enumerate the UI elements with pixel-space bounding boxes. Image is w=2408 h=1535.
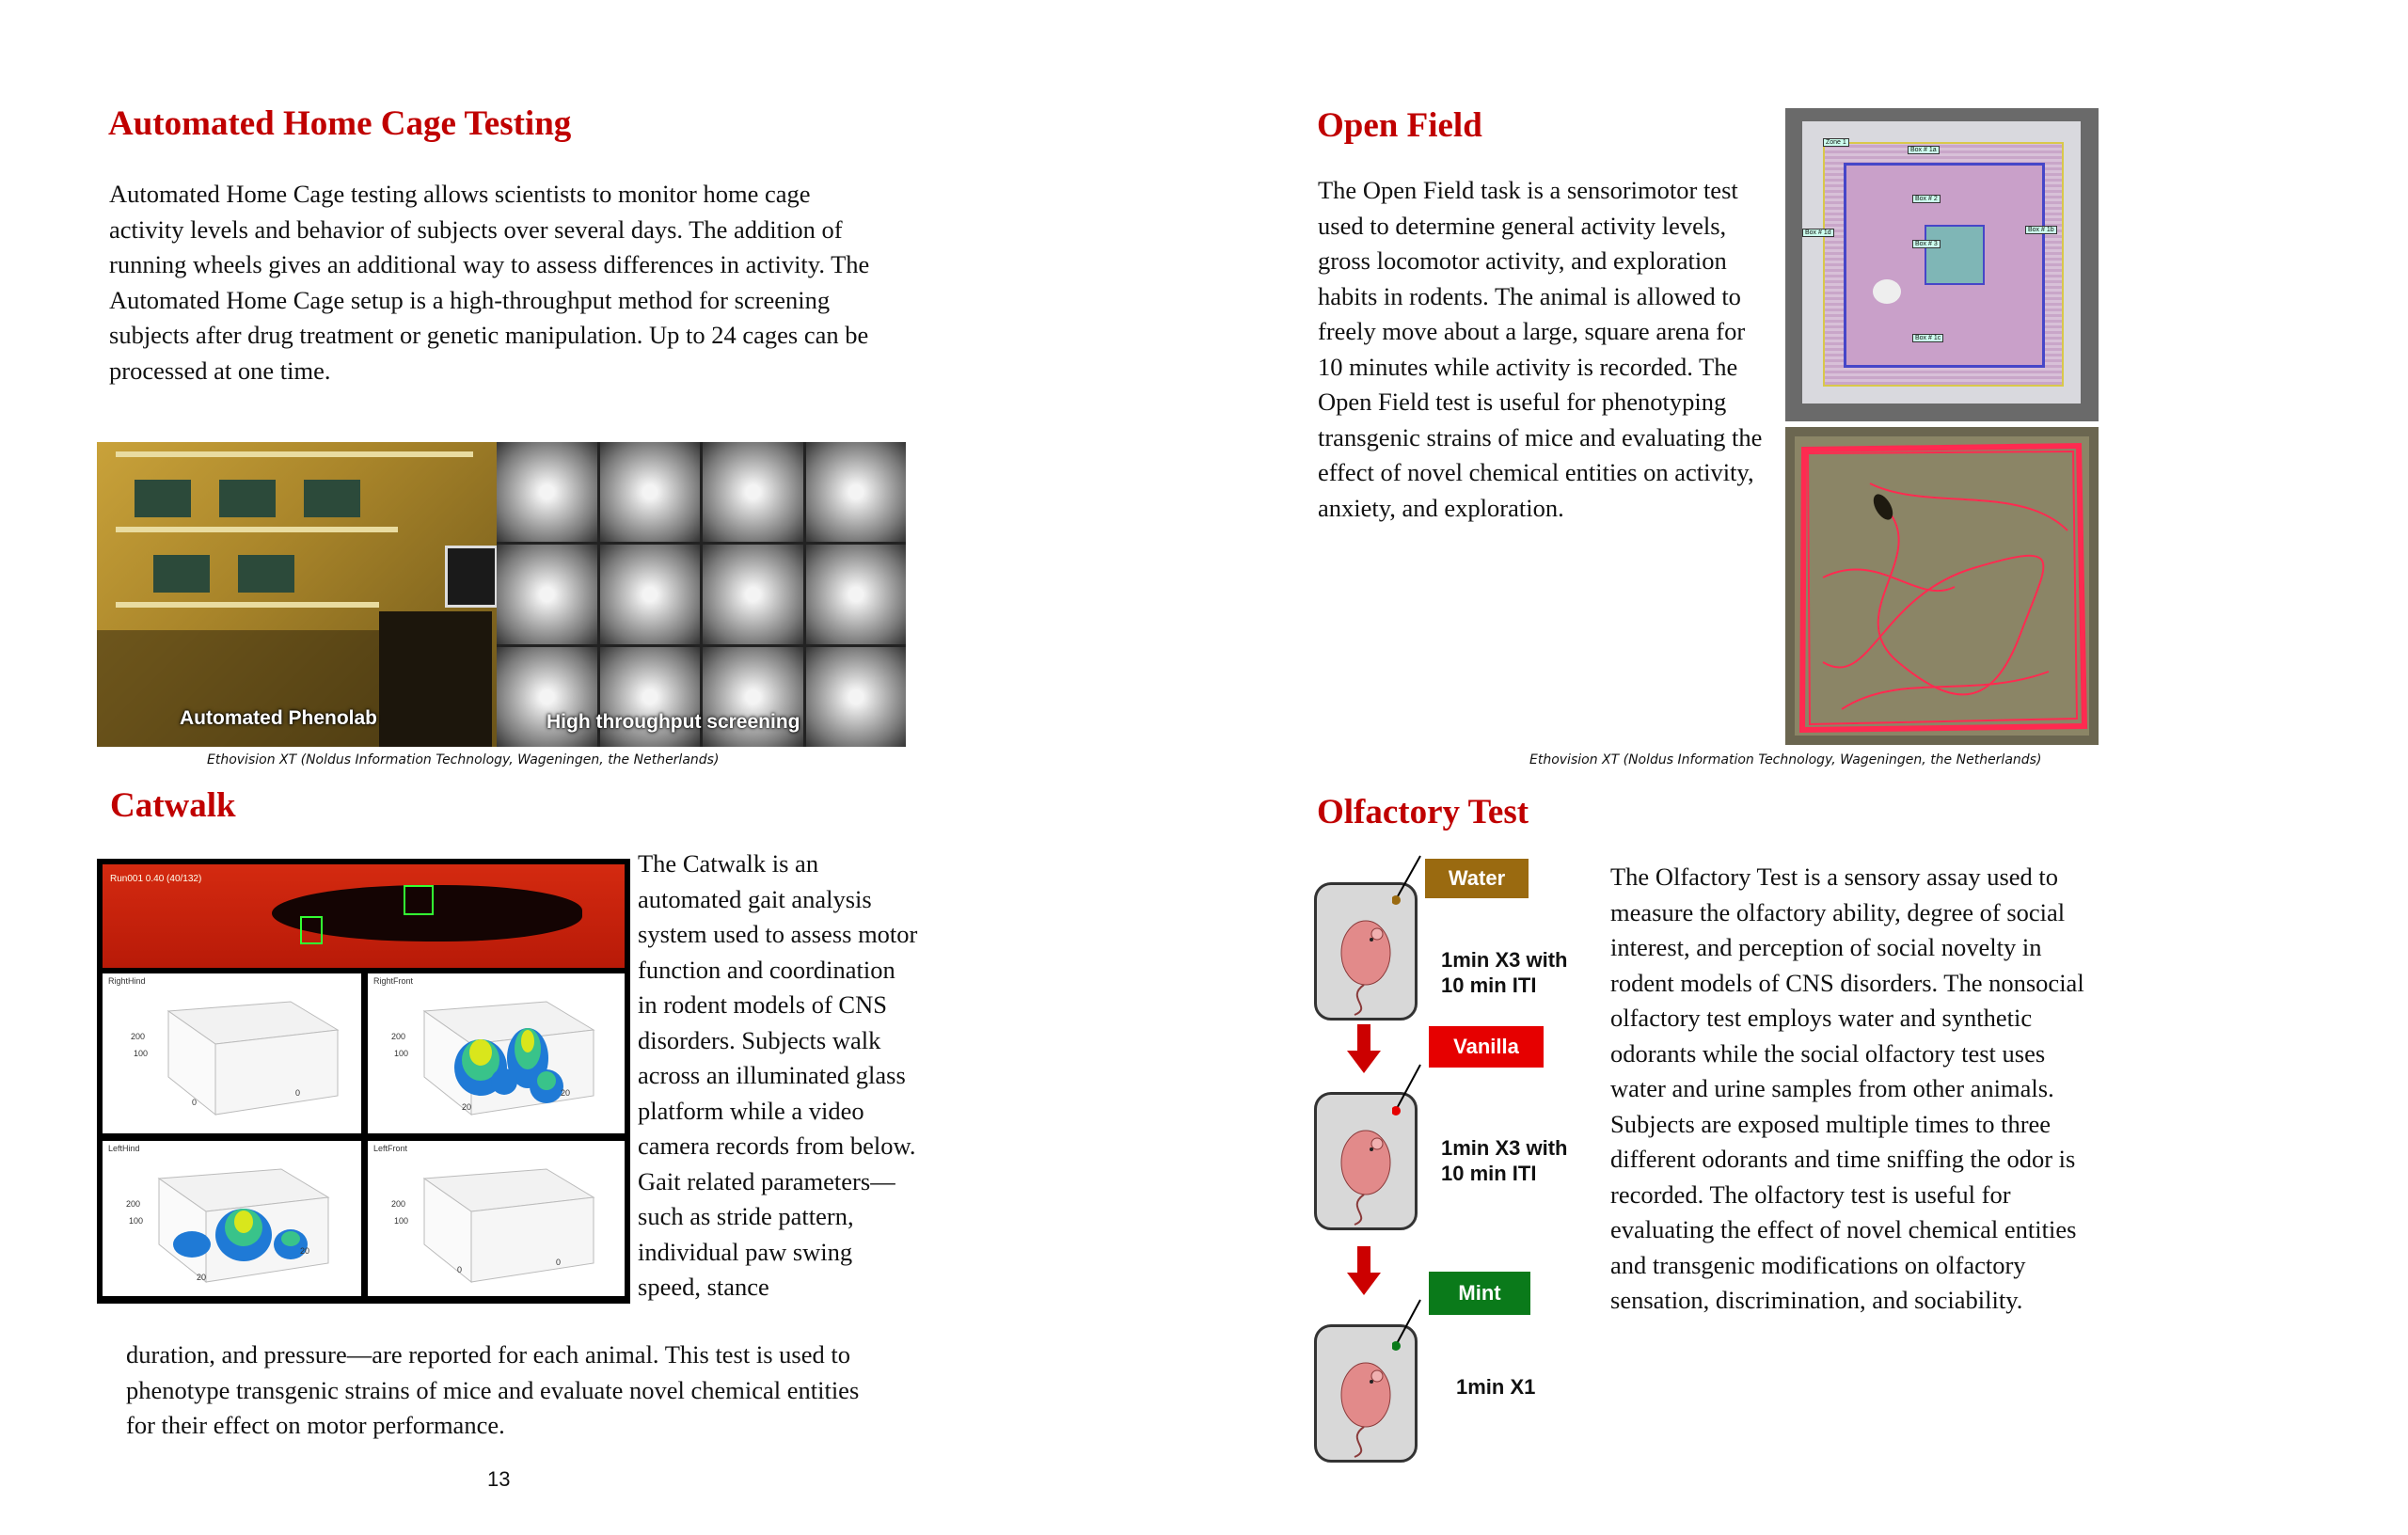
catwalk-paragraph-bottom: duration, and pressure—are reported for each animal. This test is used to phenotype transgenic strains of mice and evaluate novel chemical entities for their effect on motor performance.	[126, 1340, 860, 1439]
arrow-down-icon	[1345, 1246, 1383, 1297]
svg-text:200: 200	[391, 1199, 406, 1209]
open-field-arena-zones: Zone 1 Box # 1a Box # 2 Box # 1d Box # 3 Box # 1b Box # 1c	[1785, 108, 2099, 421]
olfactory-paragraph: The Olfactory Test is a sensory assay used to measure the olfactory ability, degree of social interest, and perception of social novelty in rodent models of CNS disorders. The nonsocial olfactory test employs water and synthetic odorants while the social olfactory test uses water and urine samples from other animals. Subjects are exposed multiple times to three different odorants and time sniffing the odor is recorded. The olfactory test is useful for evaluating the effect of novel chemical entities and transgenic modifications on olfactory sensation, discrimination, and sociability.	[1610, 862, 2084, 1314]
gait-plot-left-hind	[103, 1141, 361, 1296]
trial-text-water: 1min X3 with	[1441, 948, 1568, 972]
panel-left-front: LeftFront 200 100 0 0	[368, 1141, 625, 1296]
svg-text:20: 20	[561, 1088, 571, 1098]
svg-text:100: 100	[134, 1049, 149, 1058]
gait-plot-left-front	[368, 1141, 625, 1296]
odor-tag-mint: Mint	[1429, 1272, 1530, 1315]
home-cage-heading: Automated Home Cage Testing	[108, 104, 572, 143]
odor-tag-water: Water	[1425, 859, 1529, 898]
catwalk-heading: Catwalk	[110, 786, 236, 825]
svg-text:20: 20	[197, 1273, 207, 1282]
photo-label-screening: High throughput screening	[547, 711, 800, 733]
svg-text:20: 20	[300, 1246, 310, 1256]
svg-text:200: 200	[391, 1032, 406, 1041]
open-field-paragraph: The Open Field task is a sensorimotor test used to determine general activity levels, gross locomotor activity, and exploration habits in rodents. The animal is allowed to freely move about a large, square arena for 10 minutes while activity is recorded. The Open Field test is useful for phenotyping transgenic strains of mice and evaluating the effect of novel chemical entities on activity, anxiety, and exploration.	[1318, 176, 1763, 522]
lab-photo	[97, 442, 497, 747]
home-cage-caption: Ethovision XT (Noldus Information Technology, Wageningen, the Netherlands)	[207, 752, 720, 768]
svg-text:100: 100	[394, 1216, 409, 1226]
page-number: 13	[487, 1467, 511, 1491]
cage-grid	[497, 442, 906, 747]
svg-text:100: 100	[394, 1049, 409, 1058]
trial-text-vanilla-iti: 10 min ITI	[1441, 1162, 1537, 1185]
open-field-heading: Open Field	[1317, 106, 1482, 145]
photo-label-phenolab: Automated Phenolab	[180, 707, 378, 729]
svg-text:100: 100	[129, 1216, 144, 1226]
svg-text:0: 0	[556, 1258, 562, 1267]
svg-text:20: 20	[462, 1102, 472, 1112]
panel-left-hind: LeftHind 200 100 20 20	[103, 1141, 361, 1296]
gait-plot-right-hind	[103, 973, 361, 1133]
catwalk-paragraph-side: The Catwalk is an automated gait analysis system used to assess motor function and coordination in rodent models of CNS disorders. Subjects walk across an illuminated glass platform while a video camera records from below. Gait related parameters—such as stride pattern, individual paw swing speed, stance	[638, 849, 918, 1301]
trial-text-water-iti: 10 min ITI	[1441, 973, 1537, 997]
panel-right-hind: RightHind 200 100 0 0	[103, 973, 361, 1133]
svg-text:200: 200	[131, 1032, 146, 1041]
olfactory-diagram	[1312, 851, 1594, 1463]
catwalk-video	[103, 864, 625, 968]
arrow-down-icon	[1345, 1024, 1383, 1075]
gait-plot-right-front	[368, 973, 625, 1133]
svg-text:0: 0	[192, 1098, 198, 1107]
svg-text:0: 0	[295, 1088, 301, 1098]
panel-right-front: RightFront 200 100 20 20	[368, 973, 625, 1133]
catwalk-run-label: Run001 0.40 (40/132)	[110, 874, 202, 884]
track-plot	[1785, 427, 2099, 745]
home-cage-paragraph: Automated Home Cage testing allows scientists to monitor home cage activity levels and behavior of subjects over several days. The addition of running wheels gives an additional way to assess differences in activity. The Automated Home Cage setup is a high-throughput method for screening subjects after drug treatment or genetic manipulation. Up to 24 cages can be processed at one time.	[109, 180, 870, 385]
svg-text:0: 0	[457, 1265, 463, 1274]
home-cage-photo	[97, 442, 906, 747]
open-field-caption: Ethovision XT (Noldus Information Technology, Wageningen, the Netherlands)	[1529, 752, 2042, 768]
olfactory-heading: Olfactory Test	[1317, 793, 1529, 831]
trial-text-vanilla: 1min X3 with	[1441, 1136, 1568, 1160]
trial-text-mint: 1min X1	[1456, 1375, 1536, 1399]
svg-text:200: 200	[126, 1199, 141, 1209]
open-field-track	[1785, 427, 2099, 745]
catwalk-figure	[97, 859, 630, 1304]
odor-tag-vanilla: Vanilla	[1429, 1026, 1544, 1068]
